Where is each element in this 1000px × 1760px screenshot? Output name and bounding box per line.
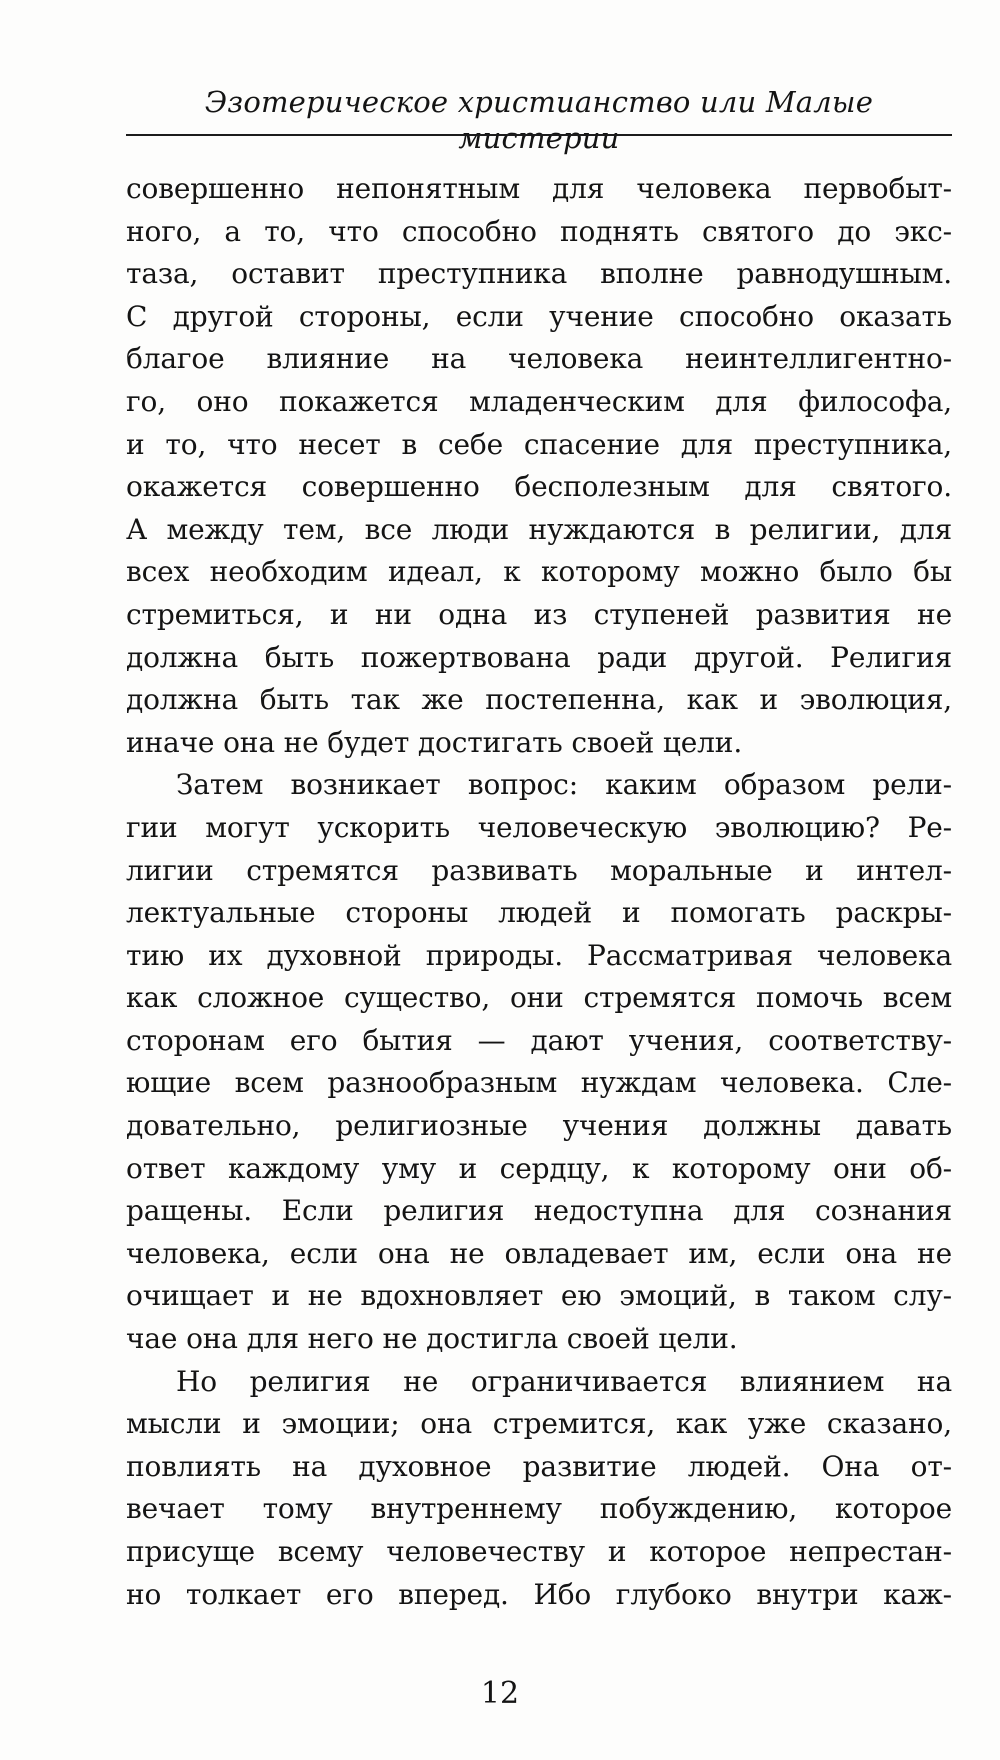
running-header: Эзотерическое христианство или Малые мистерии [204, 85, 874, 155]
text-line: го, оно покажется младенческим для философа, [126, 384, 952, 418]
text-line: должна быть так же постепенна, как и эволюция, [126, 683, 952, 717]
text-line: окажется совершенно бесполезным для святого. [126, 470, 952, 504]
text-line: вечает тому внутреннему побуждению, которое [126, 1492, 952, 1526]
text-line: С другой стороны, если учение способно оказать [126, 299, 952, 333]
text-line: должна быть пожертвована ради другой. Религия [126, 640, 952, 674]
text-line: присуще всему человечеству и которое непрестан- [126, 1535, 952, 1568]
text-line: лектуальные стороны людей и помогать раскры- [126, 896, 952, 930]
text-line: таза, оставит преступника вполне равнодушным. [126, 257, 952, 291]
header-rule [126, 134, 952, 136]
page-number: 12 [480, 1676, 520, 1711]
text-line: очищает и не вдохновляет ею эмоций, в таком слу- [126, 1279, 952, 1313]
body-text [126, 168, 952, 1616]
text-line: ного, а то, что способно поднять святого до экс- [126, 214, 952, 248]
text-line: ответ каждому уму и сердцу, к которому они об- [126, 1151, 952, 1185]
text-line: и то, что несет в себе спасение для преступника, [126, 427, 952, 461]
text-line: гии могут ускорить человеческую эволюцию? Ре- [126, 810, 952, 844]
text-line: мысли и эмоции; она стремится, как уже сказано, [126, 1407, 952, 1441]
text-line: тию их духовной природы. Рассматривая человека [126, 938, 952, 972]
text-line: стремиться, и ни одна из ступеней развития не [126, 597, 952, 631]
text-line: сторонам его бытия — дают учения, соответству- [126, 1023, 952, 1057]
text-line: ращены. Если религия недоступна для сознания [126, 1194, 952, 1228]
text-line: ющие всем разнообразным нуждам человека. Сле- [126, 1066, 952, 1100]
text-line: человека, если она не овладевает им, если она не [126, 1236, 952, 1270]
text-line: А между тем, все люди нуждаются в религии, для [126, 512, 952, 546]
text-line: всех необходим идеал, к которому можно было бы [126, 555, 952, 589]
text-line: Затем возникает вопрос: каким образом рели- [176, 768, 952, 802]
text-line: Но религия не ограничивается влиянием на [176, 1364, 952, 1398]
text-line: но толкает его вперед. Ибо глубоко внутри каж- [126, 1577, 952, 1611]
text-line: повлиять на духовное развитие людей. Она от- [126, 1449, 952, 1483]
text-line: совершенно непонятным для человека первобыт- [126, 172, 952, 205]
text-line: благое влияние на человека неинтеллигентно- [126, 342, 952, 376]
text-line: чае она для него не достигла своей цели. [126, 1322, 738, 1356]
text-line: иначе она не будет достигать своей цели. [126, 725, 743, 759]
text-line: как сложное существо, они стремятся помочь всем [126, 981, 952, 1015]
text-line: лигии стремятся развивать моральные и интел- [126, 853, 952, 887]
text-line: довательно, религиозные учения должны давать [126, 1109, 952, 1143]
